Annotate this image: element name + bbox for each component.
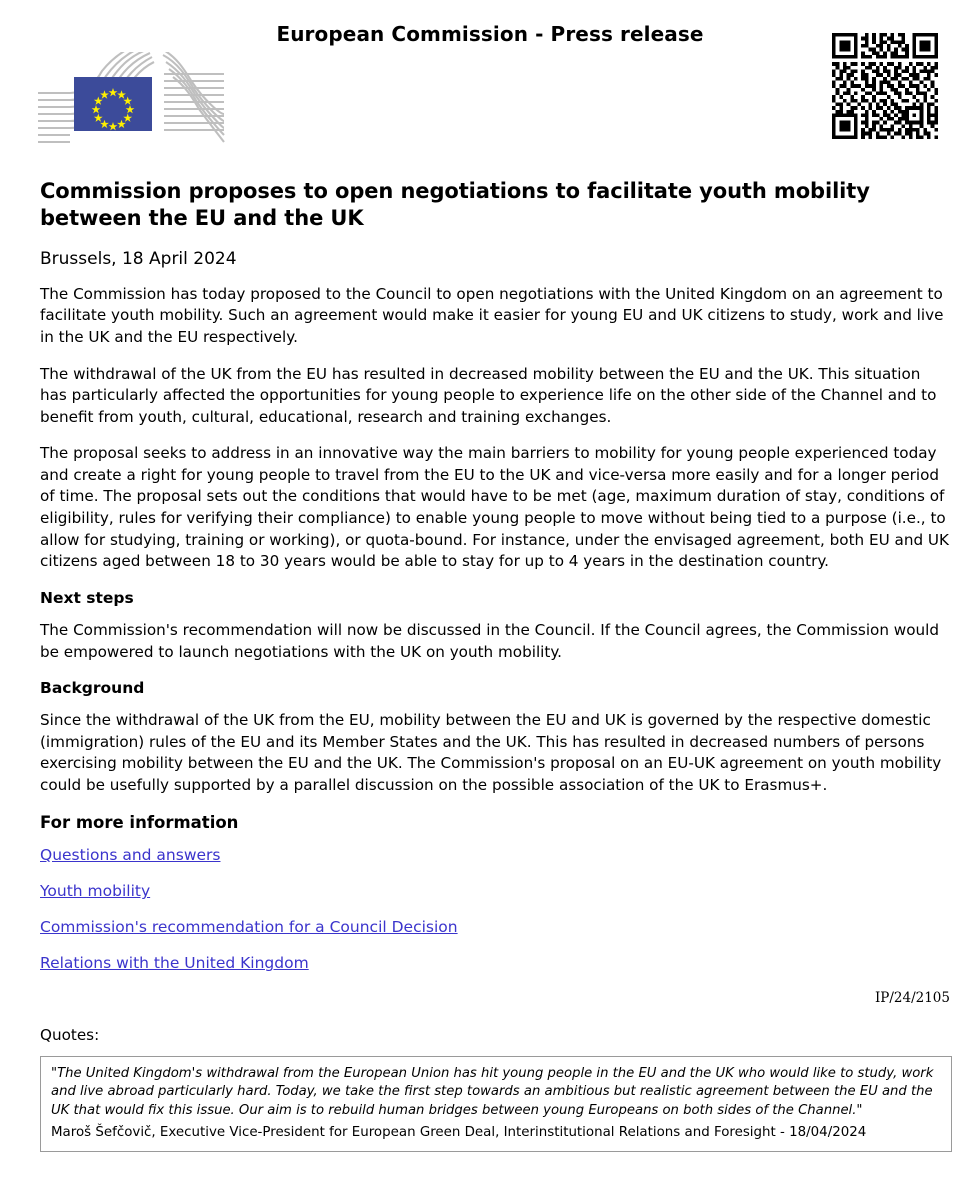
page-title: European Commission - Press release (276, 22, 704, 46)
next-steps-text: The Commission's recommendation will now be discussed in the Council. If the Council agrees, the Commission would be empowered to launch negotiations with the UK on youth mobility. (40, 620, 939, 661)
quotes-label: Quotes: (40, 1025, 100, 1044)
qr-code-icon (832, 33, 938, 139)
qr-code-svg (832, 33, 938, 139)
link-row-3 (40, 917, 952, 937)
section-heading-next-steps: Next steps (40, 588, 134, 607)
link-row-4 (40, 953, 952, 973)
document-header (0, 0, 980, 165)
section-heading-background: Background (40, 679, 145, 698)
link-questions-and-answers[interactable]: Questions and answers (40, 845, 221, 864)
link-row-1 (40, 845, 952, 865)
quote-attribution: Maroš Šefčovič, Executive Vice-President for European Green Deal, Interinstitutional Relations and Foresight - 18/04/2024 (51, 1124, 867, 1140)
quote-box (40, 1056, 952, 1152)
paragraph-3: The proposal seeks to address in an innovative way the main barriers to mobility for young people experienced today and create a right for young people to travel from the EU to the UK and vice-versa more easily and for a longer period of time. The proposal sets out the conditions that would have to be met (age, maximum duration of stay, conditions of eligibility, rules for verifying their compliance) to enable young people to move without being tied to a purpose (i.e., to allow for studying, training or working), or quota-bound. For instance, under the envisaged agreement, both EU and UK citizens aged between 18 to 30 years would be able to stay for up to 4 years in the destination country. (40, 444, 949, 571)
link-row-2 (40, 881, 952, 901)
link-youth-mobility[interactable]: Youth mobility (40, 882, 151, 901)
european-commission-logo (36, 52, 226, 146)
link-commission-recommendation[interactable]: Commission's recommendation for a Council Decision (40, 918, 458, 937)
press-release-headline: Commission proposes to open negotiations to facilitate youth mobility between the EU and the UK (40, 179, 870, 230)
section-heading-more-information: For more information (40, 812, 239, 832)
background-text: Since the withdrawal of the UK from the EU, mobility between the EU and UK is governed by the respective domestic (immigration) rules of the EU and its Member States and the UK. This has resulted in decreased numbers of persons exercising mobility between the EU and the UK. The Commission's proposal on an EU-UK agreement on youth mobility could be usefully supported by a parallel discussion on the possible association of the UK to Erasmus+. (40, 711, 942, 794)
paragraph-1: The Commission has today proposed to the Council to open negotiations with the United Kingdom on an agreement to facilitate youth mobility. Such an agreement would make it easier for young EU and UK citizens to study, work and live in the UK and the EU respectively. (40, 284, 944, 346)
reference-number: IP/24/2105 (874, 989, 950, 1006)
link-relations-united-kingdom[interactable]: Relations with the United Kingdom (40, 954, 309, 973)
paragraph-2: The withdrawal of the UK from the EU has resulted in decreased mobility between the EU and the UK. This situation has particularly affected the opportunities for young people to experience life on the other side of the Channel and to benefit from youth, cultural, educational, research and training exchanges. (40, 364, 937, 426)
quote-text: "The United Kingdom's withdrawal from the European Union has hit young people in the EU and the UK who would like to study, work and live abroad particularly hard. Today, we take the first step towards an ambitious but realistic agreement between the EU and the UK that would fix this issue. Our aim is to rebuild human bridges between young Europeans on both sides of the Channel." (51, 1065, 934, 1118)
eu-stars-circle (74, 77, 152, 131)
document-body (40, 178, 952, 1152)
eu-flag (74, 77, 152, 131)
dateline: Brussels, 18 April 2024 (40, 248, 237, 269)
